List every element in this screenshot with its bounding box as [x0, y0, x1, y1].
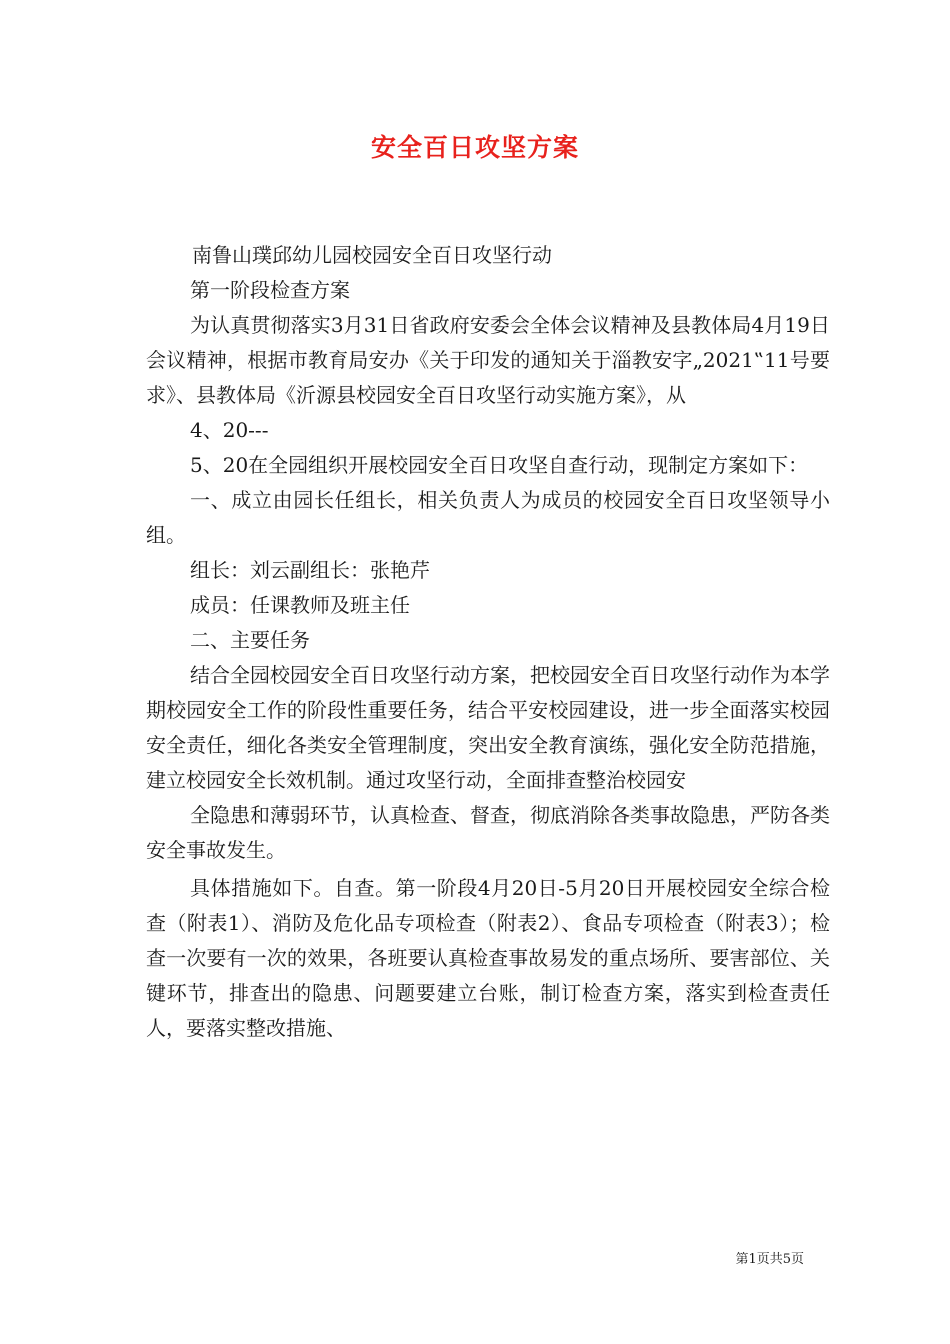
paragraph: 具体措施如下。自查。第一阶段4月20日-5月20日开展校园安全综合检查（附表1）、消防及危化品专项检查（附表2）、食品专项检查（附表3）；检查一次要有一次的效果，各班要认真检查事故易发的重点场所、要害部位、关键环节，排查出的隐患、问题要建立台账，制订检查方案，落实到检查责任人，要落实整改措施、	[146, 876, 830, 1040]
paragraph: 为认真贯彻落实3月31日省政府安委会全体会议精神及县教体局4月19日会议精神，根据市教育局安办《关于印发的通知关于淄教安字„2021‟11号要求》、县教体局《沂源县校园安全百日攻坚行动实施方案》，从	[146, 313, 830, 407]
paragraph: 一、成立由园长任组长，相关负责人为成员的校园安全百日攻坚领导小组。	[146, 488, 830, 547]
paragraph: 第一阶段检查方案	[190, 278, 350, 302]
paragraph: 组长：刘云副组长：张艳芹	[190, 558, 430, 582]
paragraph: 二、主要任务	[190, 628, 310, 652]
page-number-footer: 第1页共5页	[735, 1252, 804, 1267]
paragraph: 5、20在全园组织开展校园安全百日攻坚自查行动，现制定方案如下：	[190, 453, 809, 477]
document-title: 安全百日攻坚方案	[370, 133, 579, 162]
paragraph: 南鲁山璞邱幼儿园校园安全百日攻坚行动	[192, 243, 552, 267]
paragraph: 结合全园校园安全百日攻坚行动方案，把校园安全百日攻坚行动作为本学期校园安全工作的阶段性重要任务，结合平安校园建设，进一步全面落实校园安全责任，细化各类安全管理制度，突出安全教育演练，强化安全防范措施，建立校园安全长效机制。通过攻坚行动，全面排查整治校园安	[146, 663, 830, 792]
paragraph: 全隐患和薄弱环节，认真检查、督查，彻底消除各类事故隐患，严防各类安全事故发生。	[146, 803, 830, 862]
document-body	[146, 238, 830, 1046]
paragraph: 成员：任课教师及班主任	[190, 593, 410, 617]
paragraph: 4、20---	[190, 418, 269, 442]
